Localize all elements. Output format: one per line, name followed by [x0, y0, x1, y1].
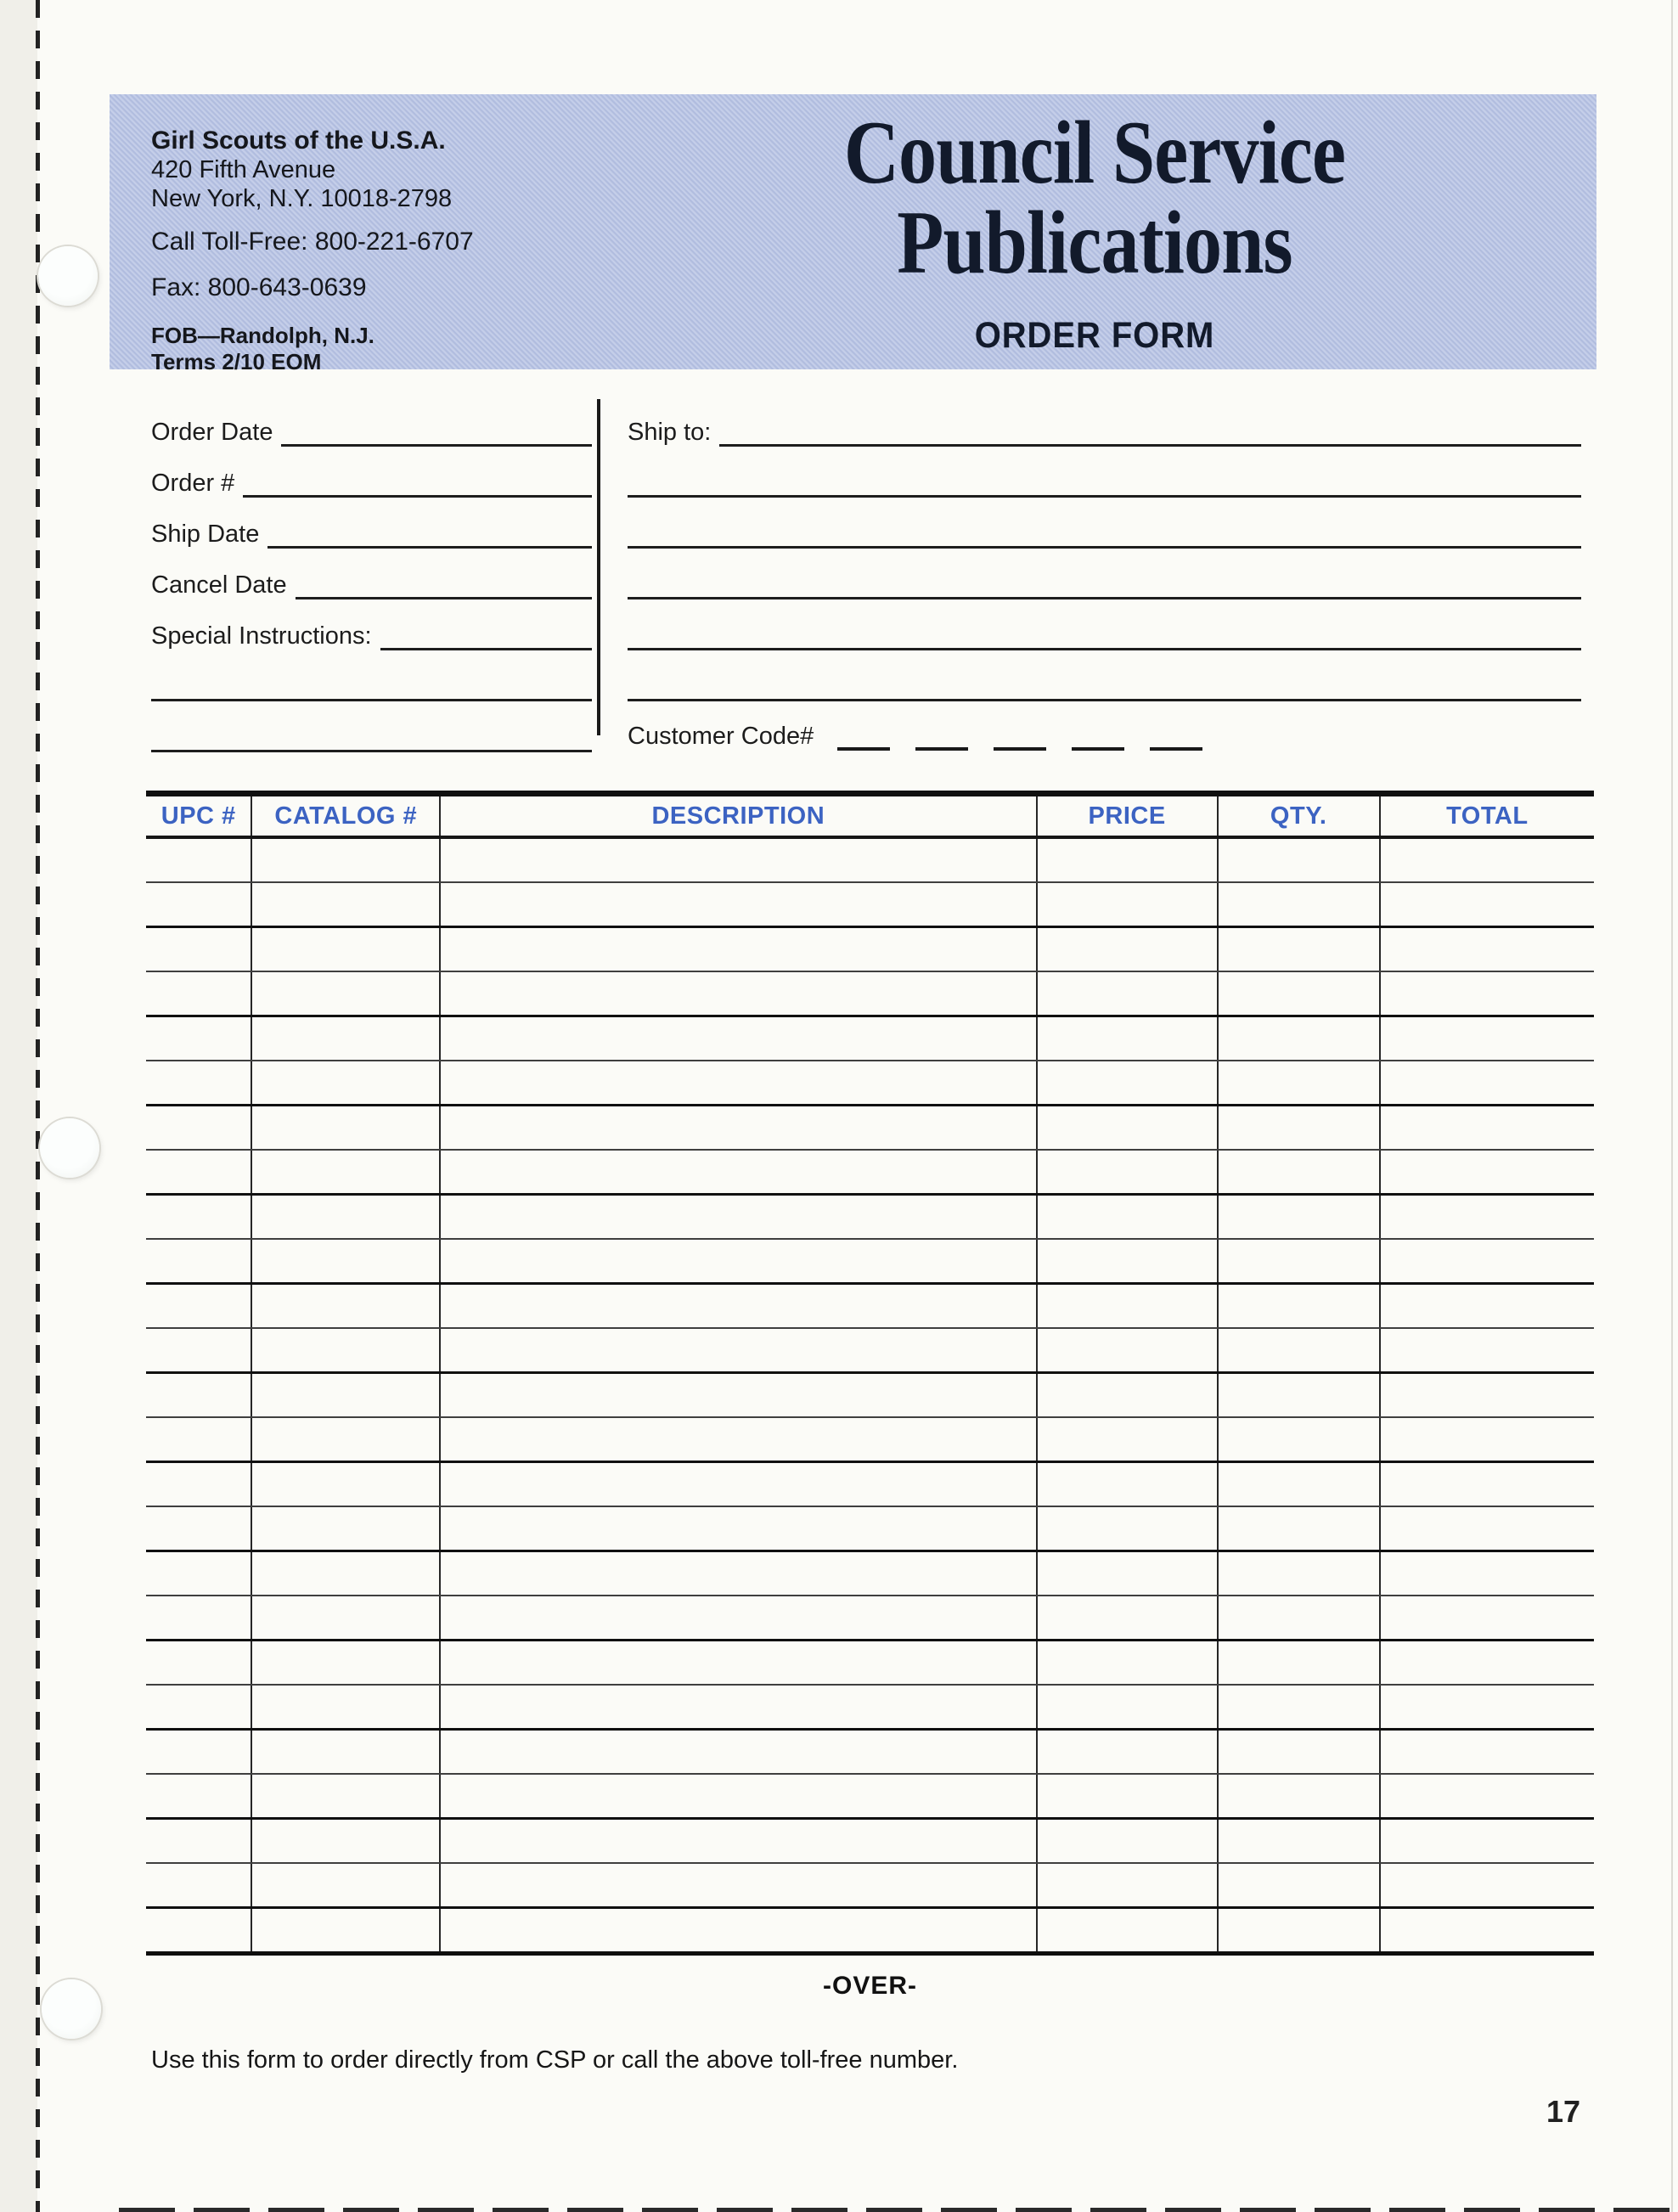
cancel-date-row: [151, 549, 592, 599]
empty-cell: [146, 1328, 251, 1373]
empty-cell: [251, 1195, 440, 1240]
ship-date-blank-line: [267, 512, 592, 549]
header-band: [110, 94, 1596, 374]
empty-cell: [1380, 1016, 1594, 1061]
empty-cell: [146, 1819, 251, 1864]
table-row: [146, 1730, 1594, 1775]
empty-cell: [251, 1016, 440, 1061]
empty-cell: [1218, 1239, 1380, 1284]
cancel-date-label: Cancel Date: [151, 571, 287, 599]
empty-cell: [1380, 1641, 1594, 1686]
empty-cell: [1218, 1819, 1380, 1864]
table-row: [146, 1641, 1594, 1686]
empty-cell: [440, 1596, 1036, 1641]
empty-cell: [1380, 1551, 1594, 1596]
empty-cell: [146, 1373, 251, 1418]
empty-cell: [146, 1061, 251, 1106]
punch-hole-middle: [40, 1118, 99, 1178]
table-row: [146, 1551, 1594, 1596]
empty-cell: [251, 1863, 440, 1908]
empty-cell: [146, 1908, 251, 1954]
publisher-address-block: [151, 127, 474, 375]
empty-cell: [1218, 1596, 1380, 1641]
special-instructions-label: Special Instructions:: [151, 622, 372, 650]
empty-cell: [146, 1506, 251, 1551]
empty-cell: [1037, 882, 1218, 927]
empty-cell: [146, 882, 251, 927]
customer-code-label: Customer Code#: [628, 723, 814, 750]
empty-cell: [1380, 971, 1594, 1016]
table-row: [146, 1061, 1594, 1106]
empty-cell: [1380, 1417, 1594, 1462]
ship-to-blank-line: [719, 410, 1581, 447]
ship-to-extra-line-rule: [628, 461, 1581, 498]
empty-cell: [1037, 1284, 1218, 1329]
table-row: [146, 1908, 1594, 1954]
page-number: 17: [1546, 2094, 1581, 2129]
empty-cell: [440, 1239, 1036, 1284]
order-date-row: [151, 396, 592, 447]
punch-hole-bottom: [42, 1979, 101, 2039]
empty-cell: [146, 837, 251, 882]
empty-cell: [146, 1016, 251, 1061]
empty-cell: [1218, 971, 1380, 1016]
order-items-table-wrap: [146, 791, 1594, 1956]
empty-cell: [1037, 1195, 1218, 1240]
empty-cell: [1380, 882, 1594, 927]
empty-cell: [146, 1685, 251, 1730]
empty-cell: [1380, 927, 1594, 972]
empty-cell: [251, 1373, 440, 1418]
punch-hole-top: [38, 246, 98, 306]
empty-cell: [1037, 1373, 1218, 1418]
customer-code-segments: [822, 723, 1202, 751]
empty-cell: [251, 1685, 440, 1730]
table-row: [146, 1863, 1594, 1908]
empty-cell: [1380, 1328, 1594, 1373]
empty-cell: [1037, 1506, 1218, 1551]
empty-cell: [1380, 1863, 1594, 1908]
empty-cell: [440, 1150, 1036, 1195]
empty-cell: [440, 1195, 1036, 1240]
empty-cell: [1380, 1106, 1594, 1151]
empty-cell: [1218, 1730, 1380, 1775]
empty-cell: [251, 1730, 440, 1775]
empty-cell: [1218, 1908, 1380, 1954]
empty-cell: [251, 1908, 440, 1954]
special-instructions-extra-line-rule: [151, 665, 592, 701]
empty-cell: [1380, 1150, 1594, 1195]
empty-cell: [251, 837, 440, 882]
empty-cell: [1218, 1863, 1380, 1908]
ship-to-extra-line-rule: [628, 512, 1581, 549]
empty-cell: [1037, 1863, 1218, 1908]
empty-cell: [440, 1373, 1036, 1418]
form-title-line-2: Publications: [897, 193, 1292, 292]
ship-to-extra-line: [628, 599, 1581, 650]
empty-cell: [1218, 1551, 1380, 1596]
customer-code-segment: [837, 723, 890, 751]
table-row: [146, 1239, 1594, 1284]
empty-cell: [1218, 1106, 1380, 1151]
table-header-row: [146, 794, 1594, 838]
special-instructions-extra-line: [151, 701, 592, 752]
empty-cell: [251, 1506, 440, 1551]
empty-cell: [251, 1239, 440, 1284]
toll-free-phone: Call Toll-Free: 800-221-6707: [151, 228, 474, 256]
special-instructions-extra-line: [151, 650, 592, 701]
empty-cell: [251, 1417, 440, 1462]
column-header: QTY.: [1218, 794, 1380, 838]
empty-cell: [146, 1774, 251, 1819]
table-row: [146, 1284, 1594, 1329]
ship-date-row: [151, 498, 592, 549]
cancel-date-blank-line: [296, 563, 592, 599]
empty-cell: [1218, 1284, 1380, 1329]
empty-cell: [146, 1284, 251, 1329]
empty-cell: [1037, 1774, 1218, 1819]
column-header: UPC #: [146, 794, 251, 838]
empty-cell: [1218, 1506, 1380, 1551]
special-instructions-extra-lines: [151, 650, 592, 752]
empty-cell: [440, 1462, 1036, 1507]
empty-cell: [1380, 1506, 1594, 1551]
ship-to-extra-line: [628, 447, 1581, 498]
empty-cell: [1037, 1239, 1218, 1284]
empty-cell: [1218, 1462, 1380, 1507]
empty-cell: [1380, 1195, 1594, 1240]
empty-cell: [1037, 1819, 1218, 1864]
empty-cell: [1380, 1373, 1594, 1418]
empty-cell: [251, 1106, 440, 1151]
empty-cell: [251, 1328, 440, 1373]
empty-cell: [1380, 1284, 1594, 1329]
empty-cell: [1037, 1596, 1218, 1641]
column-header: CATALOG #: [251, 794, 440, 838]
order-number-label: Order #: [151, 470, 235, 497]
empty-cell: [146, 927, 251, 972]
empty-cell: [1037, 927, 1218, 972]
fob-line: FOB—Randolph, N.J.: [151, 323, 374, 348]
address-line-1: 420 Fifth Avenue: [151, 156, 336, 183]
empty-cell: [440, 837, 1036, 882]
empty-cell: [1037, 1730, 1218, 1775]
empty-cell: [440, 1685, 1036, 1730]
empty-cell: [440, 1908, 1036, 1954]
scan-right-edge: [1671, 0, 1673, 2212]
form-subtitle: ORDER FORM: [974, 315, 1215, 356]
empty-cell: [1380, 1819, 1594, 1864]
special-instructions-row: [151, 599, 592, 650]
empty-cell: [440, 1863, 1036, 1908]
table-row: [146, 882, 1594, 927]
column-header: TOTAL: [1380, 794, 1594, 838]
empty-cell: [440, 1106, 1036, 1151]
ship-date-label: Ship Date: [151, 521, 260, 548]
address-line-2: New York, N.Y. 10018-2798: [151, 185, 453, 212]
form-title: [756, 103, 1434, 292]
empty-cell: [1218, 837, 1380, 882]
empty-cell: [251, 1551, 440, 1596]
empty-cell: [146, 1730, 251, 1775]
customer-code-segment: [994, 723, 1046, 751]
ship-to-extra-line-rule: [628, 665, 1581, 701]
empty-cell: [1037, 1908, 1218, 1954]
empty-cell: [1380, 1596, 1594, 1641]
empty-cell: [440, 927, 1036, 972]
empty-cell: [440, 1284, 1036, 1329]
empty-cell: [251, 1819, 440, 1864]
empty-cell: [146, 1239, 251, 1284]
empty-cell: [146, 971, 251, 1016]
scan-left-margin: [0, 0, 37, 2212]
empty-cell: [440, 1417, 1036, 1462]
order-number-row: [151, 447, 592, 498]
empty-cell: [1037, 837, 1218, 882]
table-row: [146, 837, 1594, 882]
form-title-block: [695, 103, 1494, 357]
ship-to-extra-lines: [628, 447, 1581, 701]
table-row: [146, 1195, 1594, 1240]
empty-cell: [251, 1462, 440, 1507]
empty-cell: [1218, 1195, 1380, 1240]
empty-cell: [1380, 1061, 1594, 1106]
table-row: [146, 1774, 1594, 1819]
empty-cell: [1037, 1641, 1218, 1686]
terms-line: Terms 2/10 EOM: [151, 349, 322, 374]
order-date-blank-line: [281, 410, 592, 447]
table-row: [146, 1596, 1594, 1641]
empty-cell: [146, 1150, 251, 1195]
empty-cell: [1218, 1417, 1380, 1462]
order-number-blank-line: [243, 461, 592, 498]
order-meta-fields: [151, 396, 592, 752]
empty-cell: [1037, 1016, 1218, 1061]
column-header: PRICE: [1037, 794, 1218, 838]
customer-code-segment: [1072, 723, 1124, 751]
ship-to-label: Ship to:: [628, 419, 712, 446]
table-row: [146, 1417, 1594, 1462]
empty-cell: [440, 971, 1036, 1016]
org-name: Girl Scouts of the U.S.A.: [151, 127, 446, 155]
empty-cell: [251, 882, 440, 927]
ship-to-extra-line: [628, 650, 1581, 701]
empty-cell: [146, 1551, 251, 1596]
special-instructions-blank-line: [380, 614, 592, 650]
empty-cell: [1037, 1685, 1218, 1730]
empty-cell: [146, 1863, 251, 1908]
empty-cell: [440, 1016, 1036, 1061]
empty-cell: [440, 1061, 1036, 1106]
table-row: [146, 971, 1594, 1016]
empty-cell: [251, 1596, 440, 1641]
column-header: DESCRIPTION: [440, 794, 1036, 838]
empty-cell: [1218, 1373, 1380, 1418]
fields-divider-rule: [597, 399, 600, 735]
empty-cell: [1037, 1150, 1218, 1195]
table-row: [146, 1106, 1594, 1151]
table-row: [146, 1150, 1594, 1195]
special-instructions-extra-line-rule: [151, 716, 592, 752]
empty-cell: [1037, 1061, 1218, 1106]
empty-cell: [440, 1819, 1036, 1864]
empty-cell: [251, 1150, 440, 1195]
empty-cell: [146, 1195, 251, 1240]
table-row: [146, 1819, 1594, 1864]
empty-cell: [146, 1417, 251, 1462]
empty-cell: [146, 1641, 251, 1686]
empty-cell: [440, 1774, 1036, 1819]
empty-cell: [440, 1641, 1036, 1686]
empty-cell: [440, 1506, 1036, 1551]
empty-cell: [1218, 1061, 1380, 1106]
empty-cell: [1380, 1730, 1594, 1775]
empty-cell: [1218, 1774, 1380, 1819]
empty-cell: [1218, 927, 1380, 972]
empty-cell: [1037, 971, 1218, 1016]
empty-cell: [251, 1061, 440, 1106]
empty-cell: [251, 1284, 440, 1329]
empty-cell: [1037, 1106, 1218, 1151]
empty-cell: [440, 1730, 1036, 1775]
table-row: [146, 1373, 1594, 1418]
customer-code-segment: [915, 723, 968, 751]
customer-code-segment: [1150, 723, 1202, 751]
empty-cell: [146, 1596, 251, 1641]
ordering-note: Use this form to order directly from CSP or call the above toll-free number.: [151, 2046, 959, 2074]
empty-cell: [1380, 837, 1594, 882]
customer-code-row: [628, 701, 1581, 751]
over-label: -OVER-: [823, 1972, 917, 2000]
form-title-line-1: Council Service: [843, 103, 1346, 202]
table-row: [146, 1685, 1594, 1730]
empty-cell: [1380, 1685, 1594, 1730]
ship-to-extra-line: [628, 498, 1581, 549]
empty-cell: [1218, 1641, 1380, 1686]
empty-cell: [146, 1462, 251, 1507]
fax-number: Fax: 800-643-0639: [151, 273, 367, 301]
empty-cell: [251, 927, 440, 972]
table-row: [146, 1506, 1594, 1551]
empty-cell: [1037, 1417, 1218, 1462]
bottom-edge-dashed-line: [119, 2208, 1678, 2212]
empty-cell: [1037, 1328, 1218, 1373]
ship-to-fields: [628, 396, 1581, 751]
empty-cell: [1218, 1328, 1380, 1373]
order-items-table: [146, 791, 1594, 1956]
table-row: [146, 1016, 1594, 1061]
empty-cell: [146, 1106, 251, 1151]
table-row: [146, 927, 1594, 972]
empty-cell: [251, 1774, 440, 1819]
empty-cell: [1218, 1150, 1380, 1195]
empty-cell: [1218, 1016, 1380, 1061]
ship-to-extra-line: [628, 549, 1581, 599]
empty-cell: [1380, 1908, 1594, 1954]
empty-cell: [1380, 1239, 1594, 1284]
empty-cell: [1380, 1774, 1594, 1819]
ship-to-row: [628, 396, 1581, 447]
order-date-label: Order Date: [151, 419, 273, 446]
empty-cell: [440, 1551, 1036, 1596]
empty-cell: [1218, 882, 1380, 927]
ship-to-extra-line-rule: [628, 614, 1581, 650]
perforation-dashed-line: [36, 0, 40, 2212]
empty-cell: [251, 971, 440, 1016]
table-row: [146, 1328, 1594, 1373]
empty-cell: [440, 882, 1036, 927]
ship-to-extra-line-rule: [628, 563, 1581, 599]
empty-cell: [251, 1641, 440, 1686]
empty-cell: [1380, 1462, 1594, 1507]
empty-cell: [440, 1328, 1036, 1373]
table-row: [146, 1462, 1594, 1507]
empty-cell: [1218, 1685, 1380, 1730]
empty-cell: [1037, 1551, 1218, 1596]
empty-cell: [1037, 1462, 1218, 1507]
